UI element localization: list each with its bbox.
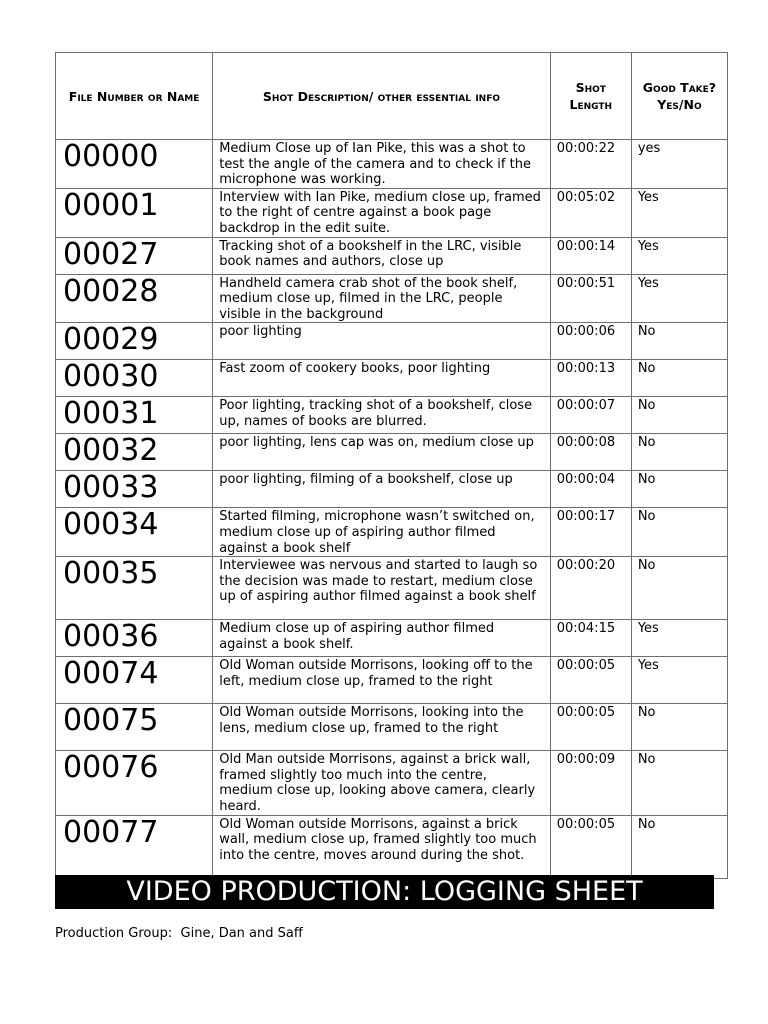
file-number-cell: 00030 xyxy=(56,360,213,397)
table-row xyxy=(56,397,728,434)
table-row xyxy=(56,140,728,189)
header-shot-description: Shot Description/ other essential info xyxy=(213,53,551,140)
shot-description-cell: Medium close up of aspiring author filmed against a book shelf. xyxy=(213,620,551,657)
file-number-cell: 00074 xyxy=(56,657,213,704)
file-number-cell: 00031 xyxy=(56,397,213,434)
shot-length-cell: 00:00:20 xyxy=(550,557,631,620)
shot-length-cell: 00:00:05 xyxy=(550,657,631,704)
good-take-cell: No xyxy=(631,508,727,557)
shot-description-cell: Old Man outside Morrisons, against a brick wall, framed slightly too much into the centre, medium close up, looking above camera, clearly heard. xyxy=(213,751,551,815)
file-number-cell: 00029 xyxy=(56,323,213,360)
table-row xyxy=(56,751,728,815)
good-take-cell: Yes xyxy=(631,274,727,323)
good-take-cell: Yes xyxy=(631,188,727,237)
shot-length-cell: 00:00:13 xyxy=(550,360,631,397)
shot-length-cell: 00:00:51 xyxy=(550,274,631,323)
table-row xyxy=(56,620,728,657)
table-row xyxy=(56,557,728,620)
shot-length-cell: 00:04:15 xyxy=(550,620,631,657)
good-take-cell: yes xyxy=(631,140,727,189)
shot-length-cell: 00:00:05 xyxy=(550,704,631,751)
file-number-cell: 00034 xyxy=(56,508,213,557)
shot-length-cell: 00:00:14 xyxy=(550,237,631,274)
shot-length-cell: 00:00:06 xyxy=(550,323,631,360)
file-number-cell: 00032 xyxy=(56,434,213,471)
good-take-cell: No xyxy=(631,471,727,508)
file-number-cell: 00001 xyxy=(56,188,213,237)
shot-length-cell: 00:00:04 xyxy=(550,471,631,508)
shot-description-cell: Interview with Ian Pike, medium close up, framed to the right of centre against a book page backdrop in the edit suite. xyxy=(213,188,551,237)
good-take-cell: No xyxy=(631,751,727,815)
shot-length-cell: 00:00:22 xyxy=(550,140,631,189)
file-number-cell: 00075 xyxy=(56,704,213,751)
shot-description-cell: poor lighting, lens cap was on, medium close up xyxy=(213,434,551,471)
good-take-cell: Yes xyxy=(631,657,727,704)
file-number-cell: 00077 xyxy=(56,815,213,878)
good-take-cell: No xyxy=(631,557,727,620)
table-row xyxy=(56,508,728,557)
good-take-cell: No xyxy=(631,397,727,434)
production-group: Production Group: Gine, Dan and Saff xyxy=(55,926,303,941)
table-row xyxy=(56,471,728,508)
shot-description-cell: Old Woman outside Morrisons, against a brick wall, medium close up, framed slightly too much into the centre, moves around during the shot. xyxy=(213,815,551,878)
good-take-cell: No xyxy=(631,704,727,751)
shot-description-cell: Fast zoom of cookery books, poor lighting xyxy=(213,360,551,397)
table-row xyxy=(56,360,728,397)
shot-length-cell: 00:00:07 xyxy=(550,397,631,434)
table-row xyxy=(56,323,728,360)
good-take-cell: Yes xyxy=(631,237,727,274)
shot-description-cell: Started filming, microphone wasn’t switched on, medium close up of aspiring author filmed against a book shelf xyxy=(213,508,551,557)
shot-description-cell: poor lighting, filming of a bookshelf, close up xyxy=(213,471,551,508)
file-number-cell: 00033 xyxy=(56,471,213,508)
shot-description-cell: Old Woman outside Morrisons, looking into the lens, medium close up, framed to the right xyxy=(213,704,551,751)
file-number-cell: 00076 xyxy=(56,751,213,815)
table-row xyxy=(56,704,728,751)
good-take-cell: No xyxy=(631,323,727,360)
good-take-cell: No xyxy=(631,434,727,471)
table-row xyxy=(56,657,728,704)
header-file-number: File Number or Name xyxy=(56,53,213,140)
shot-description-cell: poor lighting xyxy=(213,323,551,360)
good-take-cell: Yes xyxy=(631,620,727,657)
header-good-take: Good Take? Yes/No xyxy=(631,53,727,140)
table-row xyxy=(56,188,728,237)
shot-length-cell: 00:00:08 xyxy=(550,434,631,471)
shot-length-cell: 00:05:02 xyxy=(550,188,631,237)
file-number-cell: 00035 xyxy=(56,557,213,620)
file-number-cell: 00028 xyxy=(56,274,213,323)
file-number-cell: 00027 xyxy=(56,237,213,274)
good-take-cell: No xyxy=(631,815,727,878)
shot-description-cell: Interviewee was nervous and started to laugh so the decision was made to restart, medium close up of aspiring author filmed against a book shelf xyxy=(213,557,551,620)
sheet-title: VIDEO PRODUCTION: LOGGING SHEET xyxy=(55,875,714,909)
table-row xyxy=(56,237,728,274)
header-row xyxy=(56,53,728,140)
shot-description-cell: Medium Close up of Ian Pike, this was a shot to test the angle of the camera and to check if the microphone was working. xyxy=(213,140,551,189)
shot-description-cell: Old Woman outside Morrisons, looking off to the left, medium close up, framed to the right xyxy=(213,657,551,704)
table-row xyxy=(56,434,728,471)
shot-description-cell: Handheld camera crab shot of the book shelf, medium close up, filmed in the LRC, people visible in the background xyxy=(213,274,551,323)
shot-description-cell: Tracking shot of a bookshelf in the LRC, visible book names and authors, close up xyxy=(213,237,551,274)
table-row xyxy=(56,815,728,878)
table-row xyxy=(56,274,728,323)
shot-description-cell: Poor lighting, tracking shot of a bookshelf, close up, names of books are blurred. xyxy=(213,397,551,434)
header-shot-length: Shot Length xyxy=(550,53,631,140)
shot-length-cell: 00:00:09 xyxy=(550,751,631,815)
shot-length-cell: 00:00:05 xyxy=(550,815,631,878)
good-take-cell: No xyxy=(631,360,727,397)
file-number-cell: 00000 xyxy=(56,140,213,189)
file-number-cell: 00036 xyxy=(56,620,213,657)
logging-table xyxy=(55,52,728,879)
shot-length-cell: 00:00:17 xyxy=(550,508,631,557)
